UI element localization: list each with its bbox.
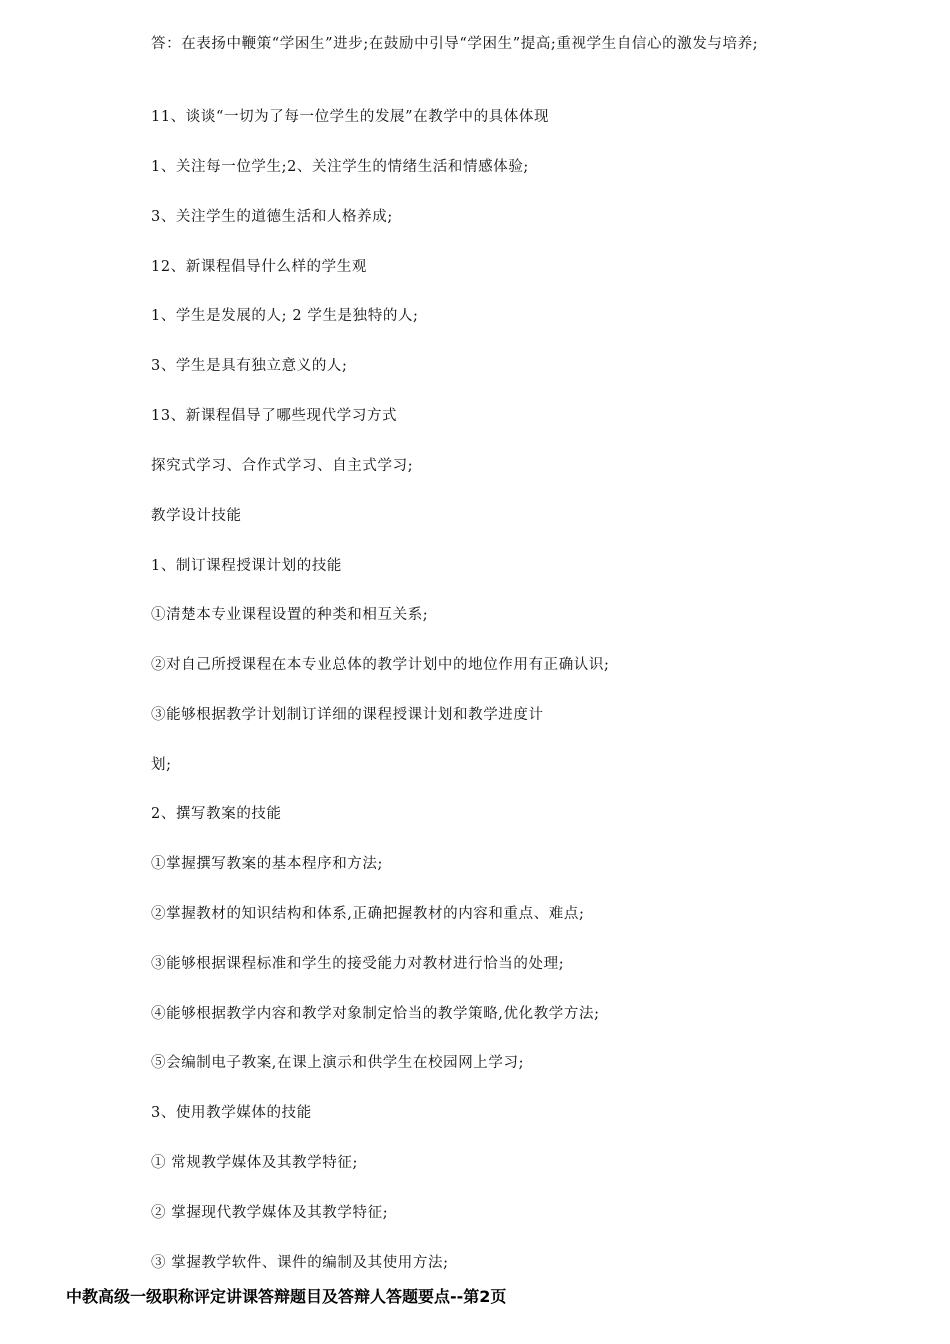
list-item: ③ 掌握教学软件、课件的编制及其使用方法; <box>151 1255 449 1271</box>
answer-line: 1、关注每一位学生;2、关注学生的情绪生活和情感体验; <box>151 159 529 175</box>
list-item: ②对自己所授课程在本专业总体的教学计划中的地位作用有正确认识; <box>151 657 610 673</box>
list-item: ①清楚本专业课程设置的种类和相互关系; <box>151 607 429 623</box>
list-item: ②掌握教材的知识结构和体系,正确把握教材的内容和重点、难点; <box>151 906 585 922</box>
answer-line: 3、学生是具有独立意义的人; <box>151 358 348 374</box>
list-item: ② 掌握现代教学媒体及其教学特征; <box>151 1205 389 1221</box>
list-item: ④能够根据教学内容和教学对象制定恰当的教学策略,优化教学方法; <box>151 1006 600 1022</box>
list-item: ①掌握撰写教案的基本程序和方法; <box>151 856 383 872</box>
list-item: ③能够根据课程标准和学生的接受能力对教材进行恰当的处理; <box>151 956 565 972</box>
subsection-heading: 2、撰写教案的技能 <box>151 806 282 822</box>
page-footer: 中教高级一级职称评定讲课答辩题目及答辩人答题要点--第2页 <box>66 1287 507 1306</box>
subsection-heading: 3、使用教学媒体的技能 <box>151 1105 312 1121</box>
list-item: ① 常规教学媒体及其教学特征; <box>151 1155 358 1171</box>
answer-line: 探究式学习、合作式学习、自主式学习; <box>151 458 414 474</box>
answer-line: 3、关注学生的道德生活和人格养成; <box>151 209 393 225</box>
list-item-continuation: 划; <box>151 757 172 773</box>
subsection-heading: 1、制订课程授课计划的技能 <box>151 558 343 574</box>
list-item: ⑤会编制电子教案,在课上演示和供学生在校园网上学习; <box>151 1055 525 1071</box>
question-11: 11、谈谈“一切为了每一位学生的发展”在教学中的具体体现 <box>151 109 550 125</box>
question-12: 12、新课程倡导什么样的学生观 <box>151 259 367 275</box>
question-13: 13、新课程倡导了哪些现代学习方式 <box>151 408 398 424</box>
answer-line: 1、学生是发展的人; 2 学生是独特的人; <box>151 308 419 324</box>
answer-paragraph: 答：在表扬中鞭策“学困生”进步;在鼓励中引导“学困生”提高;重视学生自信心的激发与培养; <box>151 36 759 52</box>
section-heading: 教学设计技能 <box>151 508 242 524</box>
list-item: ③能够根据教学计划制订详细的课程授课计划和教学进度计 <box>151 707 544 723</box>
